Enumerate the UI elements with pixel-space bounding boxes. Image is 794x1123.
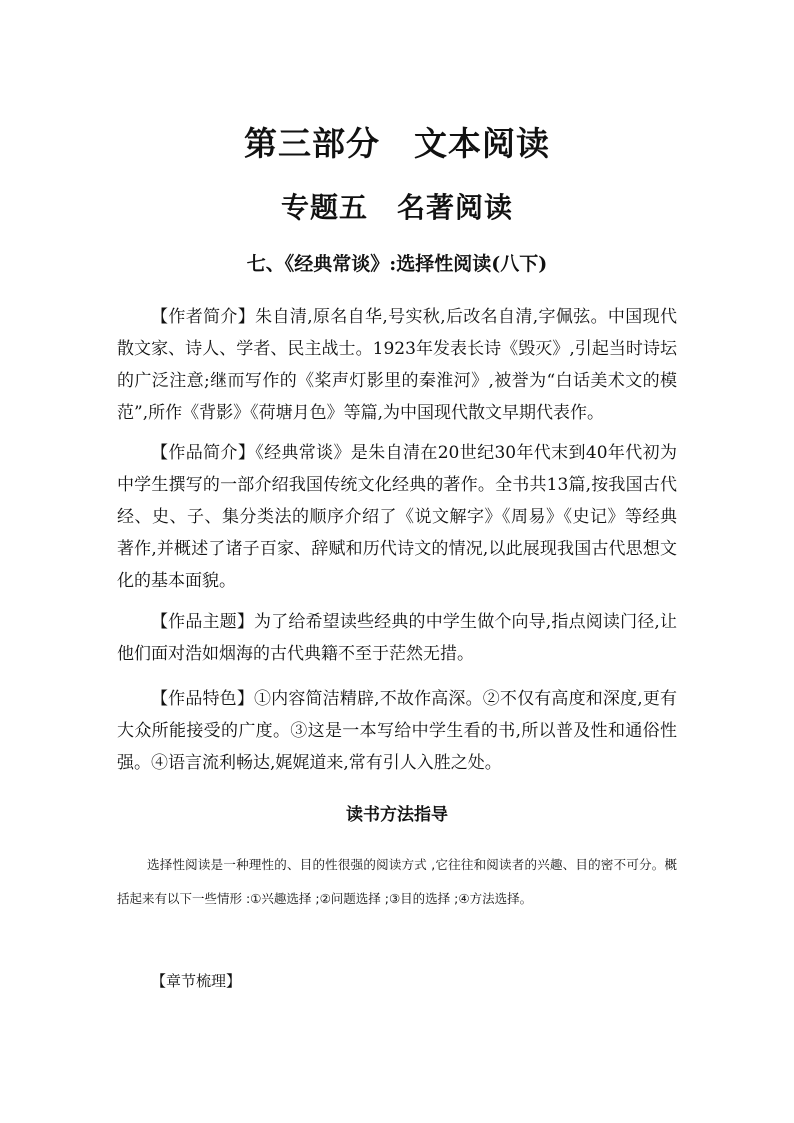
work-features-label: 【作品特色】 <box>151 689 255 709</box>
work-theme-label: 【作品主题】 <box>151 612 255 632</box>
author-intro-label: 【作者简介】 <box>151 307 256 327</box>
reading-guide-title: 读书方法指导 <box>346 805 448 825</box>
topic-title: 专题五 名著阅读 <box>280 191 513 224</box>
work-intro-label: 【作品简介】 <box>151 443 256 463</box>
work-features-paragraph <box>117 683 677 779</box>
work-features-text: ①内容简洁精辟,不故作高深。②不仅有高度和深度,更有大众所能接受的广度。③这是一本写给中学生看的书,所以普及性和通俗性强。④语言流利畅达,娓娓道来,常有引人入胜之处。 <box>117 689 678 773</box>
work-intro-paragraph <box>117 437 677 597</box>
chapter-outline-label: 【章节梳理】 <box>151 972 242 990</box>
work-intro-text: 《经典常谈》是朱自清在20世纪30年代末到40年代初为中学生撰写的一部介绍我国传统文化经典的著作。全书共13篇,按我国古代经、史、子、集分类法的顺序介绍了《说文解字》《周易》《史记》等经典著作,并概述了诸子百家、辞赋和历代诗文的情况,以此展现我国古代思想文化的基本面貌。 <box>117 443 677 591</box>
reading-guide-text: 选择性阅读是一种理性的、目的性很强的阅读方式 ,它往往和阅读者的兴趣、目的密不可分。概括起来有以下一些情形 :①兴趣选择 ;②问题选择 ;③目的选择 ;④方法选择。 <box>117 857 677 906</box>
author-intro-text: 朱自清,原名自华,号实秋,后改名自清,字佩弦。中国现代散文家、诗人、学者、民主战士。1923年发表长诗《毁灭》,引起当时诗坛的广泛注意;继而写作的《桨声灯影里的秦淮河》,被誉为“白话美术文的模范”,所作《背影》《荷塘月色》等篇,为中国现代散文早期代表作。 <box>117 307 677 423</box>
work-theme-paragraph <box>117 606 677 670</box>
author-intro-paragraph <box>117 301 677 429</box>
part-title: 第三部分 文本阅读 <box>244 124 550 163</box>
chapter-title: 七、《经典常谈》:选择性阅读(八下) <box>246 253 548 275</box>
work-theme-text: 为了给希望读些经典的中学生做个向导,指点阅读门径,让他们面对浩如烟海的古代典籍不至于茫然无措。 <box>117 612 678 664</box>
